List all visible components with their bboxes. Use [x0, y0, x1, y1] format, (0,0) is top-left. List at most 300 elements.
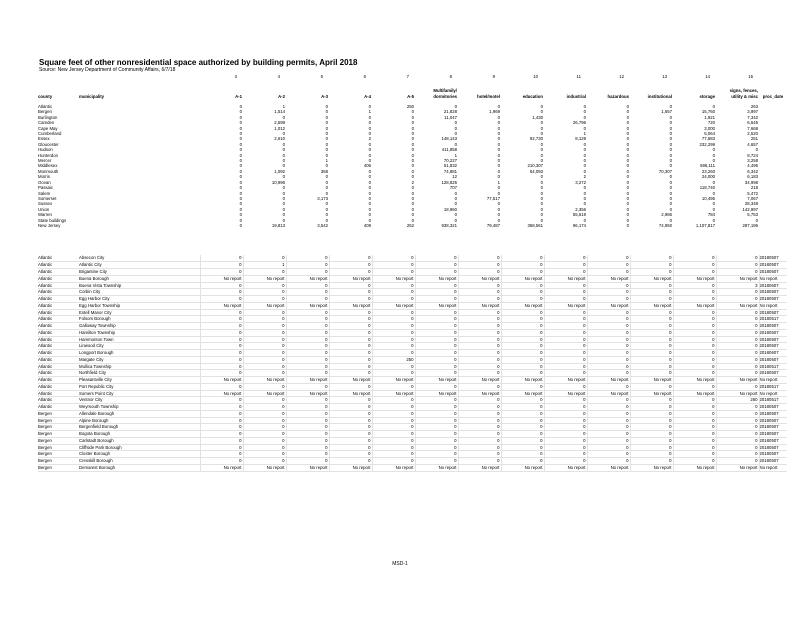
value-cell: 0 — [239, 163, 242, 169]
proc-date-cell: 20180507 — [759, 444, 787, 451]
value-cell: 28,348 — [744, 201, 758, 207]
value-cell: 6,342 — [747, 168, 758, 174]
value-cell: 0 — [372, 417, 415, 424]
column-number: 3 — [234, 74, 237, 79]
value-cell: 0 — [415, 343, 458, 350]
value-cell: 0 — [329, 289, 372, 296]
value-cell: 0 — [368, 168, 371, 174]
value-cell: 0 — [372, 323, 415, 330]
value-cell: 0 — [716, 289, 759, 296]
value-cell: 1,514 — [274, 109, 285, 115]
municipality-name: Carlstadt Borough — [79, 437, 200, 444]
value-cell: 0 — [200, 370, 243, 377]
value-cell: 11,047 — [444, 114, 457, 120]
value-cell: 0 — [501, 350, 544, 357]
value-cell: 0 — [282, 195, 285, 201]
value-cell: 7,067 — [747, 195, 758, 201]
value-cell: 0 — [497, 190, 500, 196]
value-cell: 0 — [630, 458, 673, 465]
value-cell: 0 — [501, 424, 544, 431]
county-summary-table — [38, 104, 787, 228]
value-cell: 0 — [673, 451, 716, 458]
county-name: Cape May — [38, 125, 58, 131]
value-cell: 0 — [454, 195, 457, 201]
value-cell: 0 — [286, 323, 329, 330]
value-cell: 0 — [716, 323, 759, 330]
value-cell: 0 — [587, 255, 630, 262]
value-cell: 0 — [540, 179, 543, 185]
value-cell: 250 — [406, 104, 414, 109]
value-cell: 0 — [587, 437, 630, 444]
county-name: Bergen — [38, 464, 79, 471]
municipality-name: Hamilton Township — [79, 329, 200, 336]
value-cell: 0 — [200, 350, 243, 357]
county-name: Atlantic — [38, 383, 79, 390]
table-row — [38, 444, 787, 451]
value-cell: 0 — [372, 437, 415, 444]
value-cell: 118,740 — [699, 185, 715, 191]
value-cell: 0 — [286, 316, 329, 323]
value-cell: 0 — [458, 451, 501, 458]
county-name: Atlantic — [38, 397, 79, 404]
value-cell: 0 — [286, 410, 329, 417]
proc-date-header: proc_date — [762, 93, 784, 99]
value-cell: 0 — [200, 424, 243, 431]
value-cell: 0 — [626, 125, 629, 131]
proc-date-cell: 20180507 — [759, 289, 787, 296]
value-cell: 0 — [630, 262, 673, 269]
municipality-name: Alpine Borough — [79, 417, 200, 424]
value-cell: No report — [587, 377, 630, 384]
column-header: industrial — [566, 93, 586, 99]
municipality-name: Corbin City — [79, 289, 200, 296]
value-cell: 0 — [368, 125, 371, 131]
column-header: A-4 — [364, 93, 371, 99]
table-row — [38, 275, 787, 282]
value-cell: 0 — [501, 417, 544, 424]
value-cell: 0 — [329, 316, 372, 323]
value-cell: 0 — [673, 437, 716, 444]
value-cell: 79,487 — [486, 222, 500, 228]
value-cell: 0 — [372, 343, 415, 350]
table-row — [38, 370, 787, 377]
value-cell: 0 — [501, 363, 544, 370]
proc-date-cell: 20180507 — [759, 424, 787, 431]
value-cell: No report — [716, 390, 759, 397]
value-cell: 2 — [368, 136, 371, 142]
municipality-name: Port Republic City — [79, 383, 200, 390]
proc-date-cell: 20180607 — [759, 350, 787, 357]
column-number: 9 — [492, 74, 495, 79]
value-cell: 0 — [716, 363, 759, 370]
value-cell: 0 — [325, 217, 328, 223]
value-cell: 0 — [583, 152, 586, 158]
value-cell: 0 — [673, 323, 716, 330]
value-cell: 19,813 — [271, 222, 285, 228]
value-cell: 0 — [630, 397, 673, 404]
proc-date-cell: 20180507 — [759, 343, 787, 350]
value-cell: 1 — [243, 262, 286, 269]
value-cell: 0 — [669, 141, 672, 147]
value-cell: 0 — [544, 296, 587, 303]
value-cell: 0 — [411, 201, 414, 207]
value-cell: 70,227 — [443, 158, 457, 164]
value-cell: 0 — [239, 222, 242, 228]
value-cell: 0 — [411, 141, 414, 147]
value-cell: 0 — [200, 296, 243, 303]
municipality-name: Mullica Township — [79, 363, 200, 370]
value-cell: 0 — [243, 417, 286, 424]
proc-date-cell: 20180507 — [759, 458, 787, 465]
value-cell: No report — [501, 464, 544, 471]
county-name: Gloucester — [38, 141, 59, 147]
value-cell: 0 — [587, 424, 630, 431]
value-cell: 0 — [458, 329, 501, 336]
value-cell: 0 — [329, 444, 372, 451]
value-cell: 0 — [501, 437, 544, 444]
value-cell: 0 — [243, 458, 286, 465]
value-cell: 0 — [243, 282, 286, 289]
value-cell: 0 — [587, 296, 630, 303]
value-cell: No report — [630, 390, 673, 397]
column-number: 6 — [363, 74, 366, 79]
value-cell: 0 — [716, 343, 759, 350]
value-cell: 0 — [411, 174, 414, 180]
value-cell: No report — [329, 390, 372, 397]
value-cell: 0 — [200, 316, 243, 323]
value-cell: 15,760 — [701, 109, 715, 115]
value-cell: 0 — [286, 431, 329, 438]
value-cell: 0 — [544, 269, 587, 276]
value-cell: 0 — [587, 329, 630, 336]
value-cell: 0 — [243, 437, 286, 444]
column-number: 14 — [705, 74, 710, 79]
value-cell: 0 — [587, 410, 630, 417]
table-row — [38, 424, 787, 431]
table-row — [38, 431, 787, 438]
value-cell: 0 — [497, 136, 500, 142]
value-cell: 0 — [712, 201, 715, 207]
value-cell: 0 — [626, 206, 629, 212]
value-cell: 0 — [415, 410, 458, 417]
municipality-name: Bergenfield Borough — [79, 424, 200, 431]
value-cell: 0 — [454, 217, 457, 223]
value-cell: 0 — [497, 152, 500, 158]
value-cell: No report — [544, 377, 587, 384]
source-note: Source: New Jersey Department of Community Affairs, 6/7/18 — [39, 67, 176, 73]
value-cell: 0 — [200, 397, 243, 404]
value-cell: 1,092 — [274, 168, 285, 174]
value-cell: 5,472 — [747, 190, 758, 196]
value-cell: 0 — [372, 451, 415, 458]
value-cell: 0 — [286, 451, 329, 458]
column-header: A-2 — [278, 93, 285, 99]
value-cell: 0 — [673, 383, 716, 390]
county-name: Bergen — [38, 431, 79, 438]
table-row — [38, 309, 787, 316]
value-cell: 0 — [282, 163, 285, 169]
table-row — [38, 397, 787, 404]
municipality-name: Absecon City — [79, 255, 200, 262]
value-cell: 0 — [544, 370, 587, 377]
value-cell: 0 — [458, 417, 501, 424]
municipality-name: Galloway Township — [79, 323, 200, 330]
table-row — [38, 451, 787, 458]
value-cell: 0 — [200, 404, 243, 411]
proc-date-cell: 20180507 — [759, 329, 787, 336]
column-header: institutional — [647, 93, 672, 99]
value-cell: 0 — [669, 163, 672, 169]
table-row — [38, 377, 787, 384]
value-cell: 210,307 — [527, 163, 543, 169]
value-cell: 0 — [415, 356, 458, 363]
value-cell: 0 — [458, 397, 501, 404]
value-cell: 0 — [673, 458, 716, 465]
value-cell: 0 — [286, 370, 329, 377]
value-cell: 1 — [368, 109, 371, 115]
value-cell: 0 — [501, 451, 544, 458]
value-cell: 0 — [501, 383, 544, 390]
value-cell: 0 — [329, 269, 372, 276]
value-cell: No report — [716, 302, 759, 309]
value-cell: 0 — [372, 350, 415, 357]
value-cell: 0 — [368, 131, 371, 137]
value-cell: 0 — [329, 424, 372, 431]
value-cell: No report — [673, 464, 716, 471]
value-cell: 0 — [501, 431, 544, 438]
value-cell: 0 — [458, 444, 501, 451]
value-cell: 0 — [458, 296, 501, 303]
value-cell: 0 — [669, 158, 672, 164]
value-cell: 0 — [626, 168, 629, 174]
value-cell: 0 — [712, 104, 715, 109]
value-cell: 0 — [239, 147, 242, 153]
value-cell: 0 — [368, 206, 371, 212]
value-cell: No report — [243, 275, 286, 282]
value-cell: No report — [458, 390, 501, 397]
value-cell: 74,881 — [443, 168, 457, 174]
value-cell: No report — [501, 390, 544, 397]
value-cell: 0 — [282, 217, 285, 223]
column-number: 5 — [320, 74, 323, 79]
county-name: Atlantic — [38, 343, 79, 350]
value-cell: 3 — [716, 282, 759, 289]
proc-date-cell: 20180507 — [759, 262, 787, 269]
value-cell: 0 — [286, 363, 329, 370]
value-cell: 2,610 — [274, 136, 285, 142]
value-cell: No report — [716, 275, 759, 282]
value-cell: 0 — [501, 458, 544, 465]
value-cell: 0 — [200, 255, 243, 262]
municipality-name: Egg Harbor City — [79, 296, 200, 303]
value-cell: 0 — [540, 195, 543, 201]
value-cell: 0 — [458, 383, 501, 390]
value-cell: 0 — [630, 316, 673, 323]
value-cell: 0 — [411, 120, 414, 126]
table-row — [38, 289, 787, 296]
value-cell: 0 — [372, 269, 415, 276]
value-cell: 0 — [286, 383, 329, 390]
value-cell: 0 — [243, 316, 286, 323]
value-cell: 0 — [583, 109, 586, 115]
value-cell: 0 — [755, 217, 758, 223]
value-cell: No report — [458, 275, 501, 282]
value-cell: 0 — [716, 417, 759, 424]
value-cell: 0 — [626, 147, 629, 153]
table-row — [38, 464, 787, 471]
value-cell: 0 — [243, 336, 286, 343]
value-cell: 0 — [587, 458, 630, 465]
value-cell: 0 — [544, 383, 587, 390]
municipality-name: Buena Vista Township — [79, 282, 200, 289]
county-name: Hudson — [38, 147, 53, 153]
value-cell: 0 — [239, 152, 242, 158]
value-cell: 0 — [372, 404, 415, 411]
county-name: Bergen — [38, 410, 79, 417]
value-cell: 406 — [363, 163, 371, 169]
proc-date-cell: 20180507 — [759, 431, 787, 438]
value-cell: 0 — [716, 309, 759, 316]
column-header: signs, fences, utility & misc — [729, 88, 758, 99]
value-cell: 0 — [540, 125, 543, 131]
value-cell: 0 — [372, 431, 415, 438]
value-cell: No report — [544, 275, 587, 282]
value-cell: 0 — [325, 141, 328, 147]
municipality-name: Estell Manor City — [79, 309, 200, 316]
value-cell: 0 — [372, 424, 415, 431]
municipality-name: Somers Point City — [79, 390, 200, 397]
value-cell: 0 — [501, 296, 544, 303]
column-number: 11 — [576, 74, 581, 79]
value-cell: 0 — [626, 114, 629, 120]
value-cell: 0 — [673, 343, 716, 350]
value-cell: 0 — [716, 316, 759, 323]
value-cell: 0 — [626, 131, 629, 137]
value-cell: 1,107,817 — [695, 222, 715, 228]
value-cell: 70,307 — [658, 168, 672, 174]
value-cell: 74,950 — [658, 222, 672, 228]
value-cell: 0 — [458, 262, 501, 269]
value-cell: 0 — [626, 190, 629, 196]
value-cell: 0 — [497, 125, 500, 131]
county-name: Atlantic — [38, 350, 79, 357]
value-cell: 5,753 — [747, 212, 758, 218]
value-cell: 0 — [583, 190, 586, 196]
value-cell: 0 — [501, 309, 544, 316]
value-cell: 0 — [286, 417, 329, 424]
value-cell: 0 — [673, 417, 716, 424]
value-cell: No report — [243, 377, 286, 384]
value-cell: 0 — [630, 410, 673, 417]
value-cell: 0 — [200, 363, 243, 370]
value-cell: 0 — [325, 185, 328, 191]
value-cell: 0 — [282, 212, 285, 218]
value-cell: No report — [200, 275, 243, 282]
value-cell: 0 — [712, 147, 715, 153]
value-cell: No report — [243, 390, 286, 397]
value-cell: 0 — [243, 397, 286, 404]
value-cell: No report — [673, 302, 716, 309]
county-name: Atlantic — [38, 363, 79, 370]
value-cell: 0 — [286, 336, 329, 343]
value-cell: No report — [200, 377, 243, 384]
value-cell: 409 — [363, 222, 371, 228]
value-cell: 0 — [673, 444, 716, 451]
value-cell: 0 — [411, 190, 414, 196]
value-cell: 0 — [673, 370, 716, 377]
value-cell: 0 — [415, 431, 458, 438]
value-cell: 0 — [329, 451, 372, 458]
value-cell: 0 — [415, 370, 458, 377]
value-cell: 0 — [501, 404, 544, 411]
value-cell: 0 — [368, 120, 371, 126]
value-cell: 0 — [544, 282, 587, 289]
value-cell: No report — [200, 390, 243, 397]
value-cell: 0 — [587, 289, 630, 296]
value-cell: 0 — [415, 323, 458, 330]
value-cell: 0 — [411, 158, 414, 164]
value-cell: 0 — [626, 136, 629, 142]
value-cell: 5,064 — [704, 131, 715, 137]
value-cell: 0 — [239, 158, 242, 164]
table-row — [38, 255, 787, 262]
value-cell: 0 — [583, 195, 586, 201]
value-cell: 0 — [544, 431, 587, 438]
value-cell: 0 — [669, 147, 672, 153]
value-cell: 0 — [415, 451, 458, 458]
county-name: Atlantic — [38, 404, 79, 411]
value-cell: 0 — [626, 158, 629, 164]
value-cell: 0 — [329, 383, 372, 390]
value-cell: 6,645 — [747, 120, 758, 126]
value-cell: 0 — [325, 206, 328, 212]
value-cell: 0 — [368, 201, 371, 207]
value-cell: 0 — [669, 185, 672, 191]
proc-date-cell: 20180507 — [759, 417, 787, 424]
column-header: hotel/motel — [477, 93, 500, 99]
value-cell: 0 — [497, 217, 500, 223]
value-cell: 0 — [630, 417, 673, 424]
value-cell: No report — [372, 275, 415, 282]
value-cell: 0 — [415, 269, 458, 276]
value-cell: 0 — [716, 424, 759, 431]
value-cell: 0 — [239, 195, 242, 201]
column-number: 10 — [533, 74, 538, 79]
value-cell: 0 — [282, 190, 285, 196]
value-cell: 0 — [239, 136, 242, 142]
value-cell: 0 — [501, 269, 544, 276]
column-number-row — [38, 74, 787, 84]
value-cell: 0 — [282, 131, 285, 137]
value-cell: 1 — [282, 104, 285, 109]
value-cell: 0 — [200, 289, 243, 296]
value-cell: 0 — [200, 262, 243, 269]
proc-date-cell: 20180507 — [759, 404, 787, 411]
value-cell: 0 — [200, 417, 243, 424]
value-cell: 0 — [372, 336, 415, 343]
value-cell: 0 — [415, 316, 458, 323]
value-cell: 0 — [540, 158, 543, 164]
value-cell: 0 — [673, 431, 716, 438]
value-cell: No report — [286, 390, 329, 397]
value-cell: 0 — [587, 336, 630, 343]
value-cell: No report — [544, 302, 587, 309]
value-cell: No report — [501, 275, 544, 282]
value-cell: 0 — [200, 336, 243, 343]
proc-date-cell: 20180507 — [759, 437, 787, 444]
value-cell: 0 — [497, 141, 500, 147]
value-cell: 0 — [454, 141, 457, 147]
